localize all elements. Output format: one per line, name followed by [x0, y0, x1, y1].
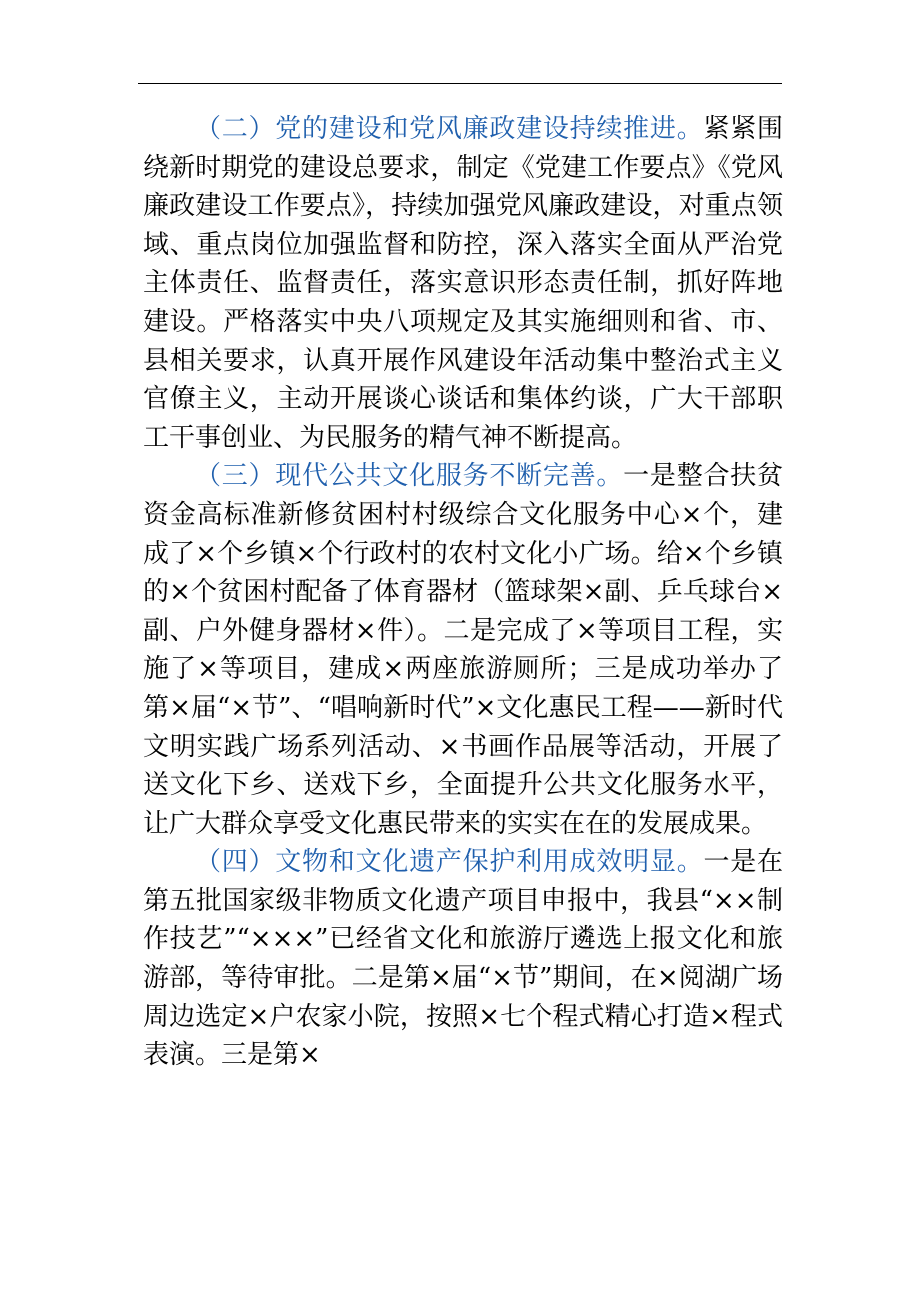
- section-heading: （二）党的建设和党风廉政建设持续推进。: [195, 114, 704, 144]
- paragraph-text: 一是在第五批国家级非物质文化遗产项目申报中，我县“××制作技艺”“×××”已经省文化和旅游厅遴选上报文化和旅游部，等待审批。二是第×届“×节”期间，在×阅湖广场周边选定×户农家小院，按照×七个程式精心打造×程式表演。三是第×: [143, 847, 783, 1071]
- header-rule: [138, 83, 782, 84]
- paragraph-party-building: [143, 110, 783, 457]
- paragraph-text: 紧紧围绕新时期党的建设总要求，制定《党建工作要点》《党风廉政建设工作要点》，持续加强党风廉政建设，对重点领域、重点岗位加强监督和防控，深入落实全面从严治党主体责任、监督责任，落实意识形态责任制，抓好阵地建设。严格落实中央八项规定及其实施细则和省、市、县相关要求，认真开展作风建设年活动集中整治式主义官僚主义，主动开展谈心谈话和集体约谈，广大干部职工干事创业、为民服务的精气神不断提高。: [143, 114, 783, 453]
- paragraph-text: 一是整合扶贫资金高标准新修贫困村村级综合文化服务中心×个，建成了×个乡镇×个行政村的农村文化小广场。给×个乡镇的×个贫困村配备了体育器材（篮球架×副、乒乓球台×副、户外健身器材×件）。二是完成了×等项目工程，实施了×等项目，建成×两座旅游厕所；三是成功举办了第×届“×节”、“唱响新时代”×文化惠民工程——新时代文明实践广场系列活动、×书画作品展等活动，开展了送文化下乡、送戏下乡，全面提升公共文化服务水平，让广大群众享受文化惠民带来的实实在在的发展成果。: [143, 461, 783, 839]
- document-body: [143, 110, 783, 1075]
- section-heading: （三）现代公共文化服务不断完善。: [195, 461, 624, 492]
- section-heading: （四）文物和文化遗产保护利用成效明显。: [195, 847, 704, 878]
- paragraph-heritage: [143, 843, 783, 1075]
- paragraph-public-culture: [143, 457, 783, 843]
